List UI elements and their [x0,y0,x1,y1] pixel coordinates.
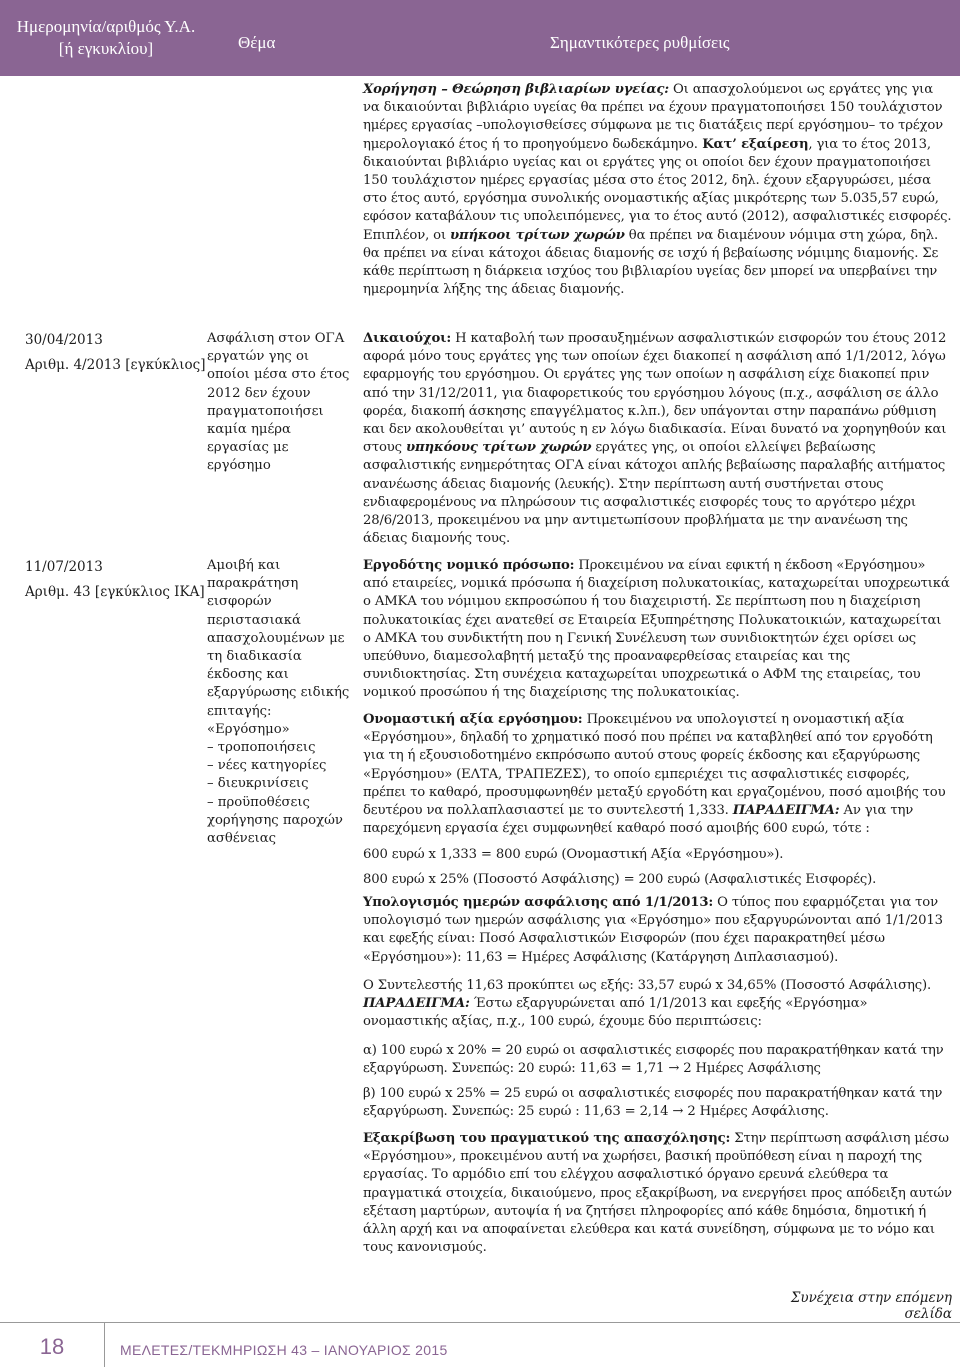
calc-contributions: 800 ευρώ x 25% (Ποσοστό Ασφάλισης) = 200 ευρώ (Ασφαλιστικές Εισφορές). [363,872,877,887]
row2-topic-line: – νέες κατηγορίες [207,758,327,774]
table-header [0,0,960,76]
header-key-regulations: Σημαντικότερες ρυθμίσεις [550,33,730,52]
beneficiaries-label: Δικαιούχοι: [363,331,452,346]
row2-topic-line: – τροποποιήσεις [207,740,316,756]
example-label-2: ΠΑΡΑΔΕΙΓΜΑ: [363,996,470,1012]
health-booklet-text: Οι απασχολούμενοι ως εργάτες γης για να δικαιούνται βιβλιάριο υγείας θα πρέπει να έχουν πραγματοποιήσει 150 τουλάχιστον ημέρες εργασίας –υπολογισθείσες σύμφωνα με τις διατάξεις περί εργόσημου– το τρέχον ημερολογιακό έτος ή το προηγούμενο δωδεκάμηνο. [363,82,943,152]
insurance-days-label: Υπολογισμός ημερών ασφάλισης από 1/1/2013: [363,895,714,910]
coefficient-paragraph [363,977,953,1032]
row2-number: Αριθμ. 43 [εγκύκλιος ΙΚΑ] [25,584,205,600]
coefficient-text-2: Έστω εξαργυρώνεται από 1/1/2013 και εφεξής «Εργόσημα» ονομαστικής αξίας, π.χ., 100 ευρώ, έχουμε δύο περιπτώσεις: [363,996,868,1030]
row2-topic-line: – διευκρινίσεις [207,776,309,792]
employer-legal-entity-paragraph [363,557,953,703]
continued-next-page: Συνέχεια στην επόμενη σελίδα [790,1290,952,1322]
coefficient-text: Ο Συντελεστής 11,63 προκύπτει ως εξής: 33,57 ευρώ x 34,65% (Ποσοστό Ασφάλισης). [363,978,932,993]
row1-number: Αριθμ. 4/2013 [εγκύκλιος] [25,357,206,373]
third-country-text: θα πρέπει να διαμένουν νόμιμα στη χώρα, δηλ. θα πρέπει να είναι κάτοχοι άδειας διαμονής σε ισχύ ή βεβαίωσης νόμιμης διαμονής. Σε κάθε περίπτωση η διάρκεια ισχύος του βιβλιαρίου υγείας δεν μπορεί να υπερβαίνει την ημερομηνία λήξης της άδειας διαμονής. [363,227,939,298]
nominal-value-text-2: Αν για την παρεχόμενη εργασία έχει συμφωνηθεί καθαρό ποσό αμοιβής 600 ευρώ, τότε : [363,803,914,837]
nominal-value-text: Προκειμένου να υπολογιστεί η ονομαστική αξία «Εργόσημου», δηλαδή το χρηματικό ποσό που πρέπει να καταβληθεί από τον εργοδότη για τη ή εξουσιοδοτημένο εκπρόσωπο αυτού στους φορείς έκδοσης και εξαργύρωσης «Εργόσημου» (ΕΛΤΑ, ΤΡΑΠΕΖΕΣ), το οποίο εμπεριέχει τις ασφαλιστικές εισφορές, πρέπει το καθαρό, προσυμφωνηθέν μεταξύ εργοδότη και εργαζομένου, ποσό αμοιβής του δευτέρου να πολλαπλασιαστεί με το συντελεστή 1,333. [363,712,946,819]
insurance-days-text: Ο τύπος που εφαρμόζεται για τον υπολογισμό των ημερών ασφάλισης για «Εργόσημο» που εξαργυρώνονται από 1/1/2013 και εφεξής είναι: Ποσό Ασφαλιστικών Εισφορών (που έχει παρακρατηθεί μέσω «Εργόσημου»): 11,63 = Ημέρες Ασφάλισης (Κατάργηση Διπλασιασμού). [363,895,943,965]
row1-date: 30/04/2013 [25,332,103,348]
employment-verification-paragraph [363,1130,953,1257]
example-label: ΠΑΡΑΔΕΙΓΜΑ: [732,803,840,819]
calc-nominal: 600 ευρώ x 1,333 = 800 ευρώ (Ονομαστική Αξία «Εργόσημου»). [363,847,784,862]
health-booklet-label: Χορήγηση – Θεώρηση βιβλιαρίων υγείας: [363,82,669,97]
row1-topic: Ασφάλιση στον ΟΓΑ εργατών γης οι οποίοι μέσα στο έτος 2012 δεν έχουν πραγματοποιήσει καμία ημέρα εργασίας με εργόσημο [207,331,350,474]
insurance-days-paragraph [363,894,953,967]
case-a: α) 100 ευρώ x 20% = 20 ευρώ οι ασφαλιστικές εισφορές που παρακρατήθηκαν κατά την εξαργύρωση. Συνεπώς: 20 ευρώ: 11,63 = 1,71 → 2 Ημέρες Ασφάλισης [363,1043,944,1077]
exception-text: , για το έτος 2013, δικαιούνται βιβλιάριο υγείας και οι εργάτες γης οι οποίοι δεν έχουν πραγματοποιήσει 150 τουλάχιστον ημέρες εργασίας μέσα στο έτος 2012, δηλ. έχουν εξαργυρώσει, μέσα στο έτος αυτό, εργόσημα συνολικής ονομαστικής αξίας μικρότερης των 5.035,57 ευρώ, εφόσον καταβάλουν τις υπολειπόμενες, για το έτος αυτό (2012), ασφαλιστικές εισφορές. Επιπλέον, οι [363,136,952,243]
publication-title: ΜΕΛΕΤΕΣ/ΤΕΚΜΗΡΙΩΣΗ 43 – ΙΑΝΟΥΑΡΙΟΣ 2015 [120,1342,448,1358]
beneficiaries-paragraph [363,330,953,548]
header-date-number: Ημερομηνία/αριθμός Υ.Α. [ή εγκυκλίου] [16,17,196,58]
header-topic: Θέμα [238,33,276,52]
employer-legal-entity-text: Προκειμένου να είναι εφικτή η έκδοση «Εργόσημου» από εταιρείες, νομικά πρόσωπα ή διαχείριση πολυκατοικίας, καταχωρείται υποχρεωτικά ο ΑΜΚΑ του νόμιμου εκπροσώπου ή του διαχειριστή. Σε περίπτωση που η διαχείριση πολυκατοικίας έχει ανατεθεί σε Εταιρεία Εξυπηρέτησης Πολυκατοικιών, καταχωρείται ο ΑΜΚΑ του συνδικτήτη που η Γενική Συνέλευση των συνιδιοκτητών έχει ορίσει ως υπεύθυνο, διαμεσολαβητή μεταξύ της προαναφερθείσας εταιρείας και της συνιδιοκτησίας. Στη συνέχεια καταχωρείται υποχρεωτικά ο ΑΦΜ της εταιρείας, του νομικού προσώπου ή της διαχείρισης της πολυκατοικίας. [363,558,950,701]
exception-label: Κατ’ εξαίρεση [697,136,809,152]
third-country-nationals-label: υπηκόους τρίτων χωρών [405,440,592,456]
nominal-value-paragraph [363,711,953,838]
row2-topic [207,557,355,848]
health-booklet-paragraph [363,81,953,299]
nominal-value-label: Ονομαστική αξία εργόσημου: [363,712,583,727]
third-country-nationals-text: εργάτες γης, οι οποίοι ελλείψει βεβαίωσης ασφαλιστικής ενημερότητας ΟΓΑ είναι κάτοχοι απλής βεβαίωσης παραλαβής αιτήματος ανανέωσης άδειας διαμονής (λευκής). Στην περίπτωση αυτή συστήνεται στους ενδιαφερομένους να πληρώσουν τις ασφαλιστικές εισφορές τους το αργότερο μέχρι 28/6/2013, προκειμένου να μην αντιμετωπίσουν προβλήματα με την ανανέωση της άδειας διαμονής τους. [363,440,946,547]
row2-topic-line: – προϋποθέσεις χορήγησης παροχών ασθένειας [207,794,343,847]
employment-verification-label: Εξακρίβωση του πραγματικού της απασχόλησης: [363,1131,731,1146]
beneficiaries-text: Η καταβολή των προσαυξημένων ασφαλιστικών εισφορών του έτους 2012 αφορά μόνο τους εργάτες γης των οποίων έχει διακοπεί η ασφάλιση από 1/1/2012, λόγω εφαρμογής του εργόσημου. Οι εργάτες γης των οποίων η ασφάλιση είχε διακοπεί πριν από την 31/12/2011, για διαφορετικούς του εργόσημου λόγους (π.χ., ασφάλιση σε άλλο φορέα, διακοπή άσκησης επαγγέλματος κ.λπ.), δεν υπάγονται στην παραπάνω ρύθμιση και δεν ακολουθείται γι’ αυτούς η εν λόγω διαδικασία. Είναι δυνατό να χορηγηθούν και στους [363,331,947,456]
footer-divider [0,1322,960,1323]
third-country-label: υπήκοοι τρίτων χωρών [450,227,625,243]
case-b: β) 100 ευρώ x 25% = 25 ευρώ οι ασφαλιστικές εισφορές που παρακρατήθηκαν κατά την εξαργύρωση. Συνεπώς: 25 ευρώ : 11,63 = 2,14 → 2 Ημέρες Ασφάλισης. [363,1086,943,1120]
employment-verification-text: Στην περίπτωση ασφάλιση μέσω «Εργόσημου», προκειμένου αυτή να χωρήσει, βασική προϋπόθεση είναι η παροχή της εργασίας. Το αρμόδιο επί του ελέγχου ασφαλιστικό όργανο ερευνά ελεύθερα τα πραγματικά στοιχεία, δικαιούμενο, προς εξακρίβωση, να ενεργήσει προς απόδειξη αυτών εξέταση μαρτύρων, αυτοψία ή να ζητήσει πληροφορίες από κάθε δημόσια, δημοτική ή άλλη αρχή και να αποφαίνεται ελεύθερα και κατά συνείδηση, σύμφωνα με το νόμο και τους κανονισμούς. [363,1131,952,1256]
row2-date: 11/07/2013 [25,559,103,575]
employer-legal-entity-label: Εργοδότης νομικό πρόσωπο: [363,558,575,573]
page-number: 18 [39,1334,65,1359]
footer-vertical-divider [104,1323,105,1367]
row2-topic-line: Αμοιβή και παρακράτηση εισφορών περιστασιακά απασχολουμένων με τη διαδικασία έκδοσης και εξαργύρωσης ειδικής επιταγής: «Εργόσημο» [207,558,350,737]
